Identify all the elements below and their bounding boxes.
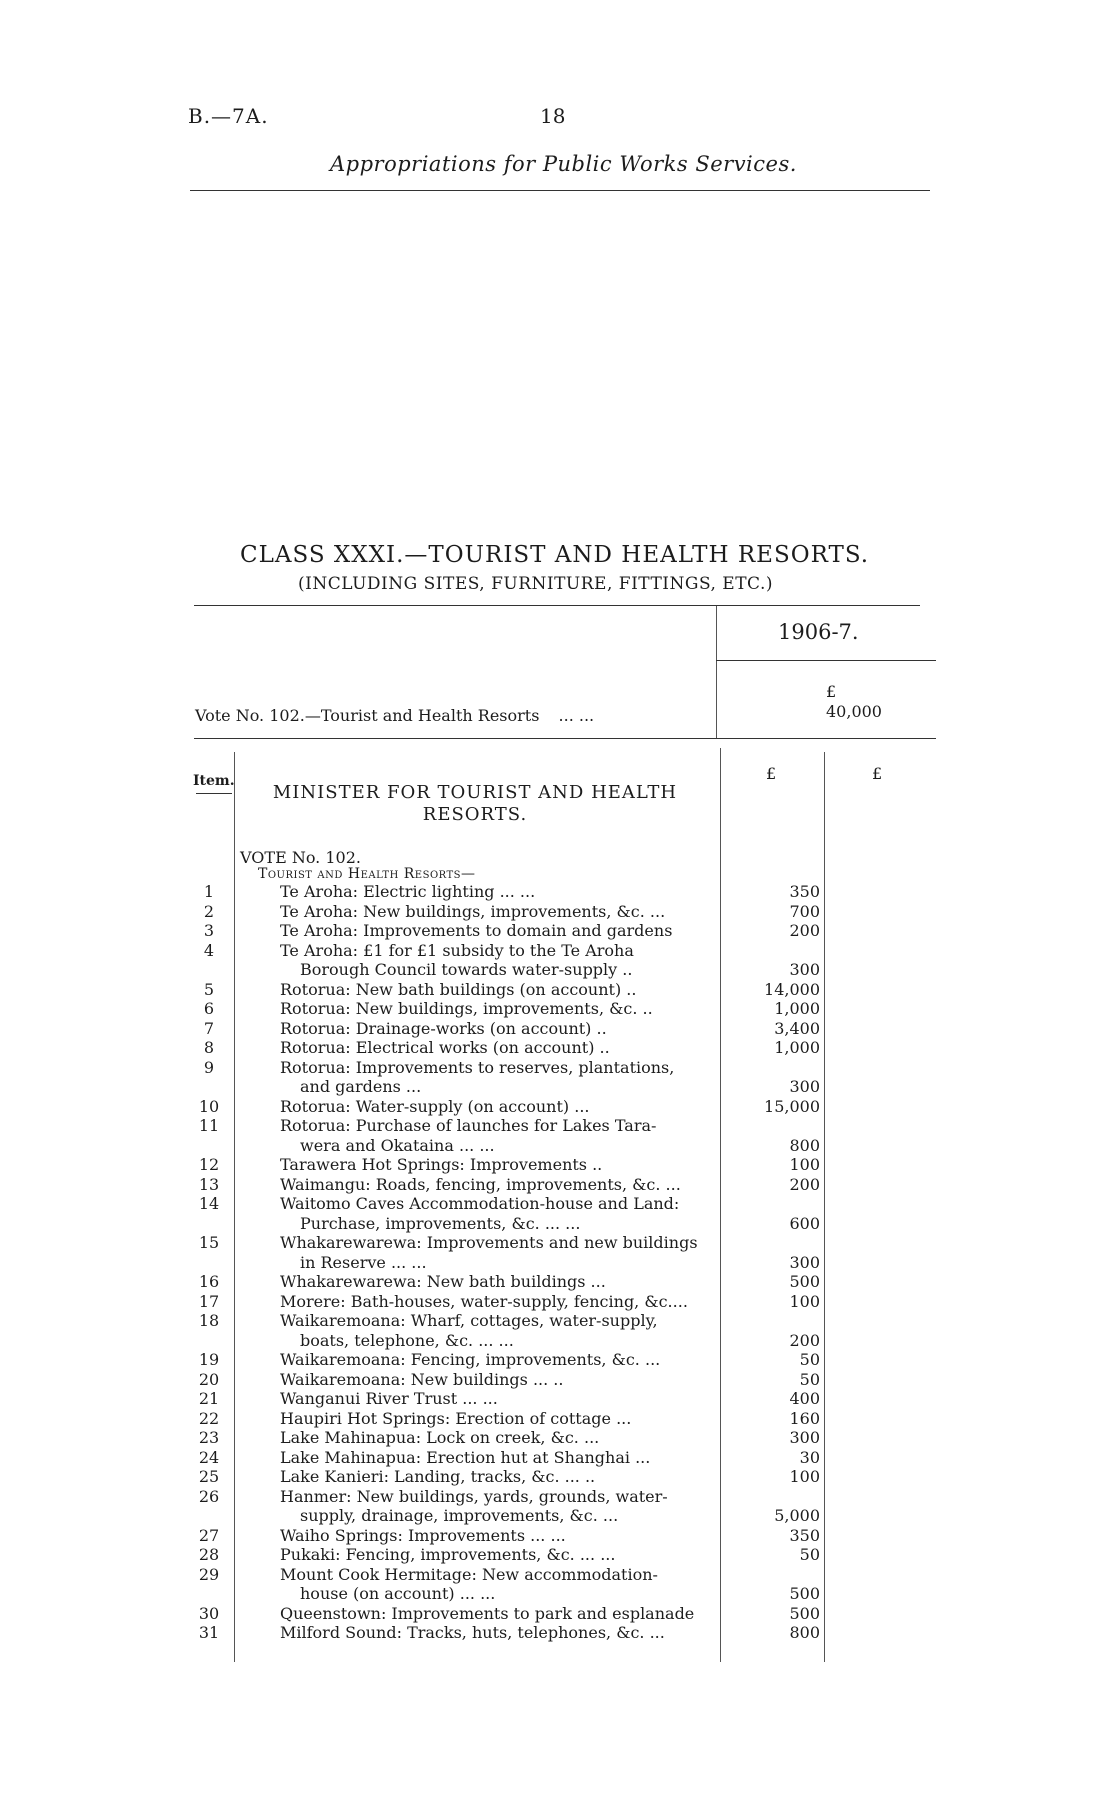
item-number: 30 bbox=[198, 1603, 220, 1623]
item-description-line: Whakarewarewa: Improvements and new buildings bbox=[280, 1233, 698, 1252]
item-description bbox=[280, 1194, 714, 1233]
item-number: 17 bbox=[198, 1291, 220, 1311]
item-description bbox=[280, 1604, 714, 1624]
item-description bbox=[280, 921, 714, 941]
item-amount: 50 bbox=[799, 1545, 820, 1564]
item-description bbox=[280, 1370, 714, 1390]
item-amount: 15,000 bbox=[764, 1096, 820, 1116]
vote-title bbox=[195, 706, 594, 725]
item-description bbox=[280, 1428, 714, 1448]
item-description-line: Pukaki: Fencing, improvements, &c. ... ... bbox=[280, 1545, 616, 1564]
item-description-line: in Reserve ... ... bbox=[300, 1252, 427, 1272]
item-amount: 800 bbox=[789, 1135, 820, 1155]
item-description-line: Te Aroha: £1 for £1 subsidy to the Te Aroha bbox=[280, 940, 634, 960]
running-title: Appropriations for Public Works Services. bbox=[330, 152, 797, 176]
item-description-line: wera and Okataina ... ... bbox=[300, 1135, 495, 1155]
item-amount: 500 bbox=[789, 1603, 820, 1623]
item-description bbox=[280, 1038, 714, 1058]
item-header-rule bbox=[196, 793, 232, 794]
vote-title-text: Vote No. 102.—Tourist and Health Resorts bbox=[195, 706, 540, 725]
document-reference: B.—7A. bbox=[188, 104, 269, 128]
item-amount: 1,000 bbox=[774, 999, 820, 1018]
item-description bbox=[280, 999, 714, 1019]
minister-heading: MINISTER FOR TOURIST AND HEALTH RESORTS. bbox=[272, 782, 678, 825]
item-description bbox=[280, 1116, 714, 1155]
item-number: 24 bbox=[198, 1447, 220, 1467]
item-description-line: Morere: Bath-houses, water-supply, fencing, &c.... bbox=[280, 1291, 688, 1311]
item-number: 10 bbox=[198, 1096, 220, 1116]
item-description bbox=[280, 1467, 714, 1487]
page-number: 18 bbox=[540, 104, 566, 128]
item-description-line: Waikaremoana: New buildings ... .. bbox=[280, 1369, 564, 1389]
item-number: 4 bbox=[203, 940, 215, 960]
item-description-line: Rotorua: New buildings, improvements, &c. .. bbox=[280, 999, 653, 1018]
item-number: 8 bbox=[203, 1038, 215, 1057]
item-number: 18 bbox=[198, 1311, 220, 1330]
item-description bbox=[280, 1019, 714, 1039]
item-description bbox=[280, 1545, 714, 1565]
year-rule bbox=[716, 660, 936, 661]
summary-rule bbox=[194, 738, 936, 739]
item-description bbox=[280, 1097, 714, 1117]
item-amount: 5,000 bbox=[774, 1506, 820, 1525]
item-number: 14 bbox=[198, 1194, 220, 1213]
item-amount: 14,000 bbox=[764, 979, 820, 999]
item-amount: 50 bbox=[799, 1369, 820, 1389]
item-amount: 200 bbox=[789, 921, 820, 940]
item-description-line: Te Aroha: Improvements to domain and gardens bbox=[280, 921, 673, 940]
item-description-line: Tarawera Hot Springs: Improvements .. bbox=[280, 1155, 603, 1174]
item-description-line: boats, telephone, &c. ... ... bbox=[300, 1330, 514, 1350]
item-description-line: Waiho Springs: Improvements ... ... bbox=[280, 1525, 566, 1545]
item-description-line: Waimangu: Roads, fencing, improvements, &c. ... bbox=[280, 1174, 681, 1194]
item-description-line: Whakarewarewa: New bath buildings ... bbox=[280, 1272, 606, 1291]
item-description bbox=[280, 1175, 714, 1195]
item-description bbox=[280, 941, 714, 980]
item-description-line: Rotorua: Improvements to reserves, plantations, bbox=[280, 1057, 675, 1077]
item-number: 25 bbox=[198, 1467, 220, 1486]
item-description-line: Borough Council towards water-supply .. bbox=[300, 960, 633, 979]
item-description bbox=[280, 1487, 714, 1526]
item-amount: 500 bbox=[789, 1584, 820, 1603]
item-description bbox=[280, 1623, 714, 1643]
item-description-line: Wanganui River Trust ... ... bbox=[280, 1389, 498, 1408]
item-amount: 160 bbox=[789, 1408, 820, 1428]
item-column-header: Item. bbox=[193, 773, 235, 789]
item-amount: 350 bbox=[789, 1525, 820, 1545]
item-description bbox=[280, 1389, 714, 1409]
vote-amount: 40,000 bbox=[826, 702, 882, 721]
item-description-line: supply, drainage, improvements, &c. ... bbox=[300, 1506, 619, 1525]
header-rule bbox=[190, 190, 930, 191]
item-amount: 300 bbox=[789, 1077, 820, 1096]
item-number: 26 bbox=[198, 1486, 220, 1506]
item-number: 11 bbox=[198, 1116, 220, 1135]
item-number: 19 bbox=[198, 1350, 220, 1369]
vote-title-dots: ... ... bbox=[558, 706, 595, 725]
class-subtitle: (INCLUDING SITES, FURNITURE, FITTINGS, ETC.) bbox=[298, 574, 773, 594]
item-amount: 100 bbox=[789, 1467, 820, 1486]
item-description bbox=[280, 1526, 714, 1546]
amount-column-currency: £ bbox=[766, 764, 777, 783]
item-number: 29 bbox=[198, 1564, 220, 1584]
item-number: 13 bbox=[198, 1174, 220, 1194]
item-amount: 200 bbox=[789, 1330, 820, 1350]
class-title: CLASS XXXI.—TOURIST AND HEALTH RESORTS. bbox=[240, 542, 870, 568]
item-number: 7 bbox=[203, 1018, 215, 1038]
item-description-line: Haupiri Hot Springs: Erection of cottage ... bbox=[280, 1408, 632, 1428]
item-description bbox=[280, 1311, 714, 1350]
item-description bbox=[280, 882, 714, 902]
item-description-line: Waitomo Caves Accommodation-house and Land: bbox=[280, 1194, 680, 1213]
item-amount: 3,400 bbox=[774, 1018, 820, 1038]
item-number: 22 bbox=[198, 1408, 220, 1428]
section-heading: Tourist and Health Resorts— bbox=[258, 866, 476, 882]
item-amount: 300 bbox=[789, 1428, 820, 1447]
item-description bbox=[280, 1350, 714, 1370]
amount-column-divider-left bbox=[720, 748, 721, 1662]
item-amount: 30 bbox=[799, 1447, 820, 1467]
item-description-line: Rotorua: Purchase of launches for Lakes Tara- bbox=[280, 1116, 657, 1135]
item-amount: 100 bbox=[789, 1291, 820, 1311]
item-number: 20 bbox=[198, 1369, 220, 1389]
amount-column-divider-right bbox=[824, 752, 825, 1662]
item-description-line: Rotorua: Water-supply (on account) ... bbox=[280, 1096, 590, 1116]
item-description bbox=[280, 1409, 714, 1429]
item-description-line: Te Aroha: Electric lighting ... ... bbox=[280, 882, 536, 901]
vote-reference: VOTE No. 102. bbox=[240, 848, 361, 867]
item-amount: 700 bbox=[789, 901, 820, 921]
item-description bbox=[280, 1565, 714, 1604]
summary-currency: £ bbox=[826, 682, 837, 701]
item-description bbox=[280, 1155, 714, 1175]
item-description-line: Milford Sound: Tracks, huts, telephones, &c. ... bbox=[280, 1623, 665, 1642]
class-rule bbox=[194, 605, 920, 606]
summary-divider bbox=[716, 606, 717, 738]
item-amount: 600 bbox=[789, 1213, 820, 1233]
item-amount: 200 bbox=[789, 1174, 820, 1194]
item-description-line: house (on account) ... ... bbox=[300, 1584, 496, 1603]
item-amount: 300 bbox=[789, 960, 820, 979]
item-description-line: Lake Mahinapua: Erection hut at Shanghai ... bbox=[280, 1447, 651, 1467]
item-number: 5 bbox=[203, 979, 215, 999]
item-description-line: Rotorua: Drainage-works (on account) .. bbox=[280, 1018, 607, 1038]
item-number: 9 bbox=[203, 1057, 215, 1077]
item-amount: 400 bbox=[789, 1389, 820, 1408]
item-description bbox=[280, 902, 714, 922]
item-number: 1 bbox=[203, 882, 215, 901]
item-number: 21 bbox=[198, 1389, 220, 1408]
item-number: 3 bbox=[203, 921, 215, 940]
item-description bbox=[280, 980, 714, 1000]
item-number: 6 bbox=[203, 999, 215, 1018]
item-amount: 500 bbox=[789, 1272, 820, 1291]
item-number: 28 bbox=[198, 1545, 220, 1564]
item-description-line: Purchase, improvements, &c. ... ... bbox=[300, 1213, 581, 1233]
item-amount: 800 bbox=[789, 1623, 820, 1642]
item-description bbox=[280, 1233, 714, 1272]
item-description-line: Waikaremoana: Fencing, improvements, &c. ... bbox=[280, 1350, 661, 1369]
item-description-line: Rotorua: New bath buildings (on account) .. bbox=[280, 979, 637, 999]
item-amount: 300 bbox=[789, 1252, 820, 1272]
item-description-line: Lake Mahinapua: Lock on creek, &c. ... bbox=[280, 1428, 600, 1447]
item-number: 27 bbox=[198, 1525, 220, 1545]
item-number: 31 bbox=[198, 1623, 220, 1642]
item-number: 12 bbox=[198, 1155, 220, 1174]
item-description bbox=[280, 1058, 714, 1097]
item-amount: 1,000 bbox=[774, 1038, 820, 1057]
item-amount: 350 bbox=[789, 882, 820, 901]
item-amount: 50 bbox=[799, 1350, 820, 1369]
item-description-line: and gardens ... bbox=[300, 1077, 422, 1096]
item-description-line: Queenstown: Improvements to park and esplanade bbox=[280, 1603, 695, 1623]
item-number: 2 bbox=[203, 901, 215, 921]
year-heading: 1906-7. bbox=[778, 620, 859, 644]
item-description-line: Hanmer: New buildings, yards, grounds, water- bbox=[280, 1486, 668, 1506]
item-description-line: Rotorua: Electrical works (on account) .. bbox=[280, 1038, 610, 1057]
item-number: 15 bbox=[198, 1233, 220, 1252]
item-description-line: Lake Kanieri: Landing, tracks, &c. ... .. bbox=[280, 1467, 596, 1486]
total-column-currency: £ bbox=[872, 764, 883, 783]
item-description-line: Te Aroha: New buildings, improvements, &c. ... bbox=[280, 901, 666, 921]
item-amount: 100 bbox=[789, 1155, 820, 1174]
item-description-line: Waikaremoana: Wharf, cottages, water-supply, bbox=[280, 1311, 658, 1330]
item-column-divider bbox=[234, 752, 235, 1662]
item-number: 16 bbox=[198, 1272, 220, 1291]
item-description bbox=[280, 1448, 714, 1468]
item-description-line: Mount Cook Hermitage: New accommodation- bbox=[280, 1564, 658, 1584]
item-description bbox=[280, 1272, 714, 1292]
item-number: 23 bbox=[198, 1428, 220, 1447]
item-description bbox=[280, 1292, 714, 1312]
